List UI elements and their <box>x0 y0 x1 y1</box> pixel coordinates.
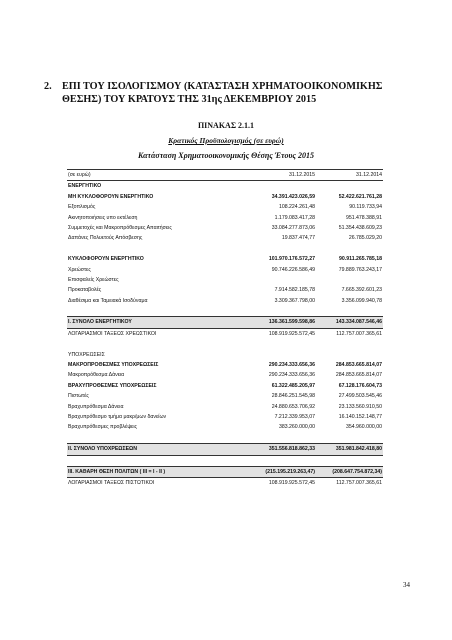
section-title: ΕΠΙ ΤΟΥ ΙΣΟΛΟΓΙΣΜΟΥ (ΚΑΤΑΣΤΑΣΗ ΧΡΗΜΑΤΟΟΙΚΟΝΟΜΙΚΗΣ ΘΕΣΗΣ) ΤΟΥ ΚΡΑΤΟΥΣ ΤΗΣ 31ης ΔΕΚΕΜΒΡΙΟΥ 2015 <box>62 81 383 105</box>
table-row <box>67 402 383 412</box>
row-label: ΜΗ ΚΥΚΛΟΦΟΡΟΥΝ ΕΝΕΡΓΗΤΙΚΟ <box>68 193 154 200</box>
table-title: Κατάσταση Χρηματοοικονομικής Θέσης Έτους 2015 <box>138 151 314 160</box>
row-value-2015: 28.846.251.545,98 <box>271 393 315 400</box>
row-value-2014: 112.757.007.365,61 <box>336 480 382 487</box>
row-value-2015: 19.837.474,77 <box>281 235 315 242</box>
row-value-2014: 51.354.438.609,23 <box>338 224 382 231</box>
row-value-2015: 33.084.277.873,06 <box>271 224 315 231</box>
row-value-2015: (215.195.219.263,47) <box>265 468 315 475</box>
table-header-row <box>67 169 383 181</box>
row-value-2014: 16.140.152.148,77 <box>338 413 382 420</box>
table-row <box>67 192 383 202</box>
table-row <box>67 233 383 243</box>
row-value-2015: 61.322.485.205,97 <box>271 382 315 389</box>
row-value-2014: 67.128.176.604,73 <box>338 382 382 389</box>
row-value-2014: 284.853.665.814,07 <box>335 362 382 369</box>
row-value-2014: 26.785.029,20 <box>348 235 382 242</box>
table-row <box>67 412 383 422</box>
table-row <box>67 223 383 233</box>
header-unit-label: (σε ευρώ) <box>68 172 91 178</box>
row-value-2014: 90.119.733,94 <box>349 204 382 211</box>
row-label: Ακινητοποιήσεις υπο εκτέλεση <box>68 214 138 221</box>
row-value-2015: 136.361.599.598,86 <box>268 319 315 326</box>
row-label: Εξοπλισμός <box>68 204 96 211</box>
row-label: III. ΚΑΘΑΡΗ ΘΕΣΗ ΠΟΛΙΤΩΝ ( III = I - II ) <box>68 468 166 475</box>
row-value-2015: 34.391.423.026,59 <box>271 193 315 200</box>
row-value-2014: 112.757.007.365,61 <box>336 330 382 337</box>
row-value-2014: 90.911.265.785,18 <box>339 256 382 263</box>
table-row <box>67 285 383 295</box>
table-row <box>67 391 383 401</box>
row-value-2015: 1.179.083.417,28 <box>274 214 315 221</box>
table-body <box>67 181 383 488</box>
row-value-2015: 3.309.367.798,00 <box>274 297 315 304</box>
row-label: Μακροπρόθεσμα Δάνεια <box>68 372 125 379</box>
table-row <box>67 316 383 328</box>
row-label: ΛΟΓΑΡΙΑΣΜΟΙ ΤΑΞΕΩΣ ΠΙΣΤΩΤΙΚΟΙ <box>68 480 155 487</box>
row-label: ΜΑΚΡΟΠΡΟΘΕΣΜΕΣ ΥΠΟΧΡΕΩΣΕΙΣ <box>68 362 159 369</box>
table-row <box>67 296 383 306</box>
table-row <box>67 213 383 223</box>
row-label: Βραχυπρόθεσμα Δάνεια <box>68 403 124 410</box>
row-value-2014: 7.665.392.601,23 <box>341 287 382 294</box>
table-subtitle: Κρατικός Προϋπολογισμός (σε ευρώ) <box>168 136 284 145</box>
row-value-2014: 23.133.560.910,50 <box>338 403 382 410</box>
row-label: Βραχυπρόθεσμο τμήμα μακρ/μων δανείων <box>68 413 167 420</box>
row-label: II. ΣΥΝΟΛΟ ΥΠΟΧΡΕΩΣΕΩΝ <box>68 446 137 453</box>
row-label: Προκαταβολές <box>68 287 102 294</box>
row-label: Πιστωτές <box>68 393 89 400</box>
row-value-2015: 290.234.333.656,36 <box>268 362 315 369</box>
row-value-2014: 951.478.388,91 <box>345 214 382 221</box>
table-row <box>67 478 383 488</box>
row-value-2015: 351.556.818.862,33 <box>268 446 315 453</box>
table-row <box>67 306 383 316</box>
page-number: 34 <box>403 581 410 589</box>
row-value-2014: 354.960.000,00 <box>345 424 382 431</box>
table-row <box>67 443 383 455</box>
row-label: ΚΥΚΛΟΦΟΡΟΥΝ ΕΝΕΡΓΗΤΙΚΟ <box>68 256 144 263</box>
table-row <box>67 381 383 391</box>
row-value-2015: 101.970.176.572,27 <box>268 256 315 263</box>
table-caption: ΠΙΝΑΚΑΣ 2.1.1 <box>197 121 255 130</box>
row-value-2014: 52.422.621.761,28 <box>338 193 382 200</box>
row-value-2015: 290.234.333.656,36 <box>268 372 315 379</box>
financial-position-table <box>67 169 383 489</box>
row-label: ΥΠΟΧΡΕΩΣΕΙΣ <box>68 351 105 358</box>
row-value-2015: 108.919.925.572,45 <box>268 480 315 487</box>
table-row <box>67 422 383 432</box>
row-label: ΒΡΑΧΥΠΡΟΘΕΣΜΕΣ ΥΠΟΧΡΕΩΣΕΙΣ <box>68 382 157 389</box>
table-row <box>67 360 383 370</box>
row-value-2014: 284.853.665.814,07 <box>335 372 382 379</box>
table-row <box>67 456 383 466</box>
row-value-2015: 7.212.339.953,07 <box>274 413 315 420</box>
table-row <box>67 433 383 443</box>
row-value-2014: 79.889.763.243,17 <box>338 266 382 273</box>
section-number: 2. <box>44 81 52 92</box>
table-row <box>67 350 383 360</box>
row-label: Διαθέσιμα και Ταμειακά Ισοδύναμα <box>68 297 148 304</box>
row-value-2014: (208.647.754.872,34) <box>332 468 382 475</box>
table-row <box>67 254 383 264</box>
table-row <box>67 275 383 285</box>
row-value-2015: 108.919.925.572,45 <box>268 330 315 337</box>
row-value-2014: 27.499.503.545,46 <box>338 393 382 400</box>
table-row <box>67 466 383 478</box>
section-heading <box>44 80 424 106</box>
row-label: ΛΟΓΑΡΙΑΣΜΟΙ ΤΑΞΕΩΣ ΧΡΕΩΣΤΙΚΟΙ <box>68 330 157 337</box>
header-col-2014: 31.12.2014 <box>356 172 382 178</box>
header-col-2015: 31.12.2015 <box>289 172 315 178</box>
row-value-2015: 383.260.000,00 <box>278 424 315 431</box>
row-label: ΕΝΕΡΓΗΤΙΚΟ <box>68 183 102 190</box>
table-row <box>67 181 383 191</box>
table-row <box>67 329 383 339</box>
table-row <box>67 265 383 275</box>
table-row <box>67 202 383 212</box>
row-label: Χρεώστες <box>68 266 91 273</box>
row-label: I. ΣΥΝΟΛΟ ΕΝΕΡΓΗΤΙΚΟΥ <box>68 319 132 326</box>
table-row <box>67 370 383 380</box>
row-label: Επισφαλείς Χρεώστες <box>68 276 119 283</box>
row-value-2014: 143.334.087.546,46 <box>335 319 382 326</box>
row-value-2014: 351.981.842.418,80 <box>335 446 382 453</box>
row-label: Βραχυπρόθεσμες προβλέψεις <box>68 424 137 431</box>
row-label: Δαπάνες Πολυετούς Απόσβεσης <box>68 235 143 242</box>
row-value-2015: 108.224.261,48 <box>278 204 315 211</box>
row-value-2015: 7.914.582.185,78 <box>274 287 315 294</box>
row-value-2015: 24.880.653.706,92 <box>271 403 315 410</box>
table-row <box>67 244 383 254</box>
row-value-2014: 3.356.099.940,78 <box>341 297 382 304</box>
row-value-2015: 90.746.226.586,49 <box>271 266 315 273</box>
table-row <box>67 339 383 349</box>
row-label: Συμμετοχές και Μακροπρόθεσμες Απαιτήσεις <box>68 224 172 231</box>
